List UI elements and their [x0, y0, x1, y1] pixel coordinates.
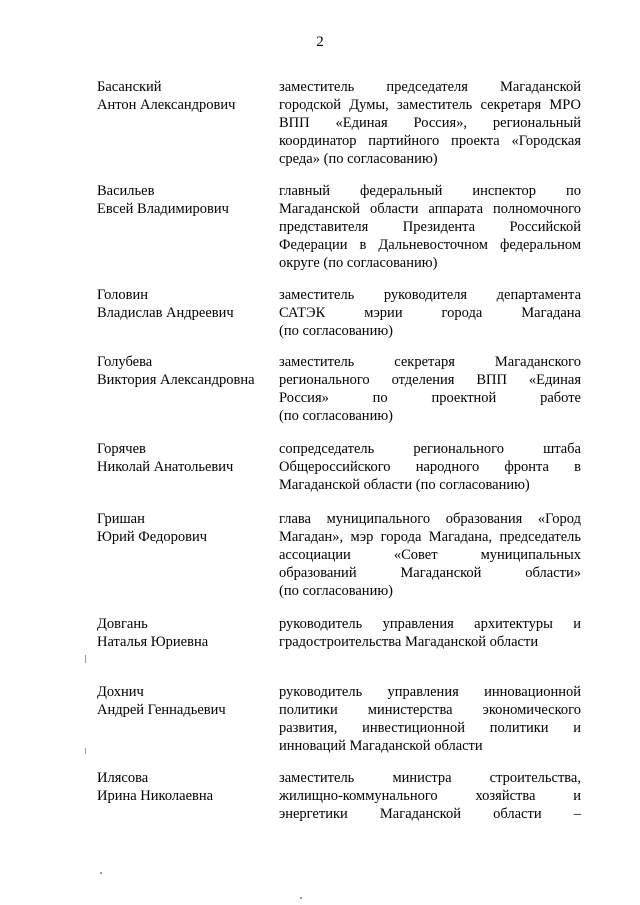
- position-line: (по согласованию): [279, 583, 393, 599]
- scan-artifact: [85, 655, 86, 663]
- page-number: 2: [316, 34, 324, 50]
- member-given-names: Николай Анатольевич: [97, 459, 234, 475]
- member-position: [279, 440, 581, 494]
- position-line: САТЭК мэрии города Магадана: [279, 305, 581, 321]
- member-given-names: Ирина Николаевна: [97, 788, 214, 804]
- member-given-names: Владислав Андреевич: [97, 305, 234, 321]
- scan-artifact: [100, 872, 102, 874]
- position-line: инноваций Магаданской области: [279, 738, 483, 754]
- member-name: [97, 353, 272, 389]
- position-line: заместитель руководителя департамента: [279, 287, 581, 303]
- member-surname: Горячев: [97, 441, 146, 457]
- member-surname: Головин: [97, 287, 149, 303]
- member-given-names: Андрей Геннадьевич: [97, 702, 226, 718]
- member-position: [279, 78, 581, 168]
- position-line: руководитель управления инновационной: [279, 684, 581, 700]
- position-line: ВПП «Единая Россия», региональный: [279, 115, 581, 131]
- member-name: [97, 78, 272, 114]
- member-position: [279, 683, 581, 755]
- member-position: [279, 182, 581, 272]
- member-position: [279, 286, 581, 340]
- position-line: округе (по согласованию): [279, 255, 438, 271]
- position-line: координатор партийного проекта «Городская: [279, 133, 581, 149]
- position-line: руководитель управления архитектуры и: [279, 616, 581, 632]
- position-line: заместитель секретаря Магаданского: [279, 354, 581, 370]
- member-position: [279, 353, 581, 425]
- position-line: регионального отделения ВПП «Единая: [279, 372, 581, 388]
- position-line: Россия» по проектной работе: [279, 390, 581, 406]
- member-name: [97, 615, 272, 651]
- member-name: [97, 286, 272, 322]
- position-line: Магаданской области (по согласованию): [279, 477, 530, 493]
- member-position: [279, 510, 581, 600]
- member-name: [97, 769, 272, 805]
- position-line: сопредседатель регионального штаба: [279, 441, 581, 457]
- position-line: развития, инвестиционной политики и: [279, 720, 581, 736]
- position-line: глава муниципального образования «Город: [279, 511, 581, 527]
- position-line: среда» (по согласованию): [279, 151, 438, 167]
- member-given-names: Антон Александрович: [97, 97, 236, 113]
- scan-artifact: [85, 748, 86, 754]
- position-line: (по согласованию): [279, 408, 393, 424]
- member-given-names: Евсей Владимирович: [97, 201, 229, 217]
- member-given-names: Наталья Юриевна: [97, 634, 209, 650]
- member-name: [97, 440, 272, 476]
- scan-artifact: [300, 897, 302, 899]
- position-line: Магаданской области аппарата полномочного: [279, 201, 581, 217]
- member-name: [97, 683, 272, 719]
- member-position: [279, 615, 581, 651]
- member-position: [279, 769, 581, 823]
- member-surname: Гришан: [97, 511, 145, 527]
- position-line: Магадан», мэр города Магадана, председатель: [279, 529, 581, 545]
- member-surname: Дохнич: [97, 684, 144, 700]
- position-line: Федерации в Дальневосточном федеральном: [279, 237, 581, 253]
- member-given-names: Юрий Федорович: [97, 529, 208, 545]
- position-line: градостроительства Магаданской области: [279, 634, 539, 650]
- position-line: образований Магаданской области»: [279, 565, 581, 581]
- member-given-names: Виктория Александровна: [97, 372, 255, 388]
- position-line: жилищно-коммунального хозяйства и: [279, 788, 581, 804]
- position-line: представителя Президента Российской: [279, 219, 581, 235]
- position-line: городской Думы, заместитель секретаря МРО: [279, 97, 581, 113]
- member-name: [97, 510, 272, 546]
- member-surname: Довгань: [97, 616, 148, 632]
- position-line: Общероссийского народного фронта в: [279, 459, 581, 475]
- member-surname: Илясова: [97, 770, 149, 786]
- member-surname: Голубева: [97, 354, 153, 370]
- position-line: главный федеральный инспектор по: [279, 183, 581, 199]
- position-line: заместитель председателя Магаданской: [279, 79, 581, 95]
- position-line: политики министерства экономического: [279, 702, 581, 718]
- position-line: заместитель министра строительства,: [279, 770, 581, 786]
- member-name: [97, 182, 272, 218]
- member-surname: Васильев: [97, 183, 155, 199]
- position-line: ассоциации «Совет муниципальных: [279, 547, 581, 563]
- position-line: (по согласованию): [279, 323, 393, 339]
- position-line: энергетики Магаданской области –: [279, 806, 581, 822]
- member-surname: Басанский: [97, 79, 162, 95]
